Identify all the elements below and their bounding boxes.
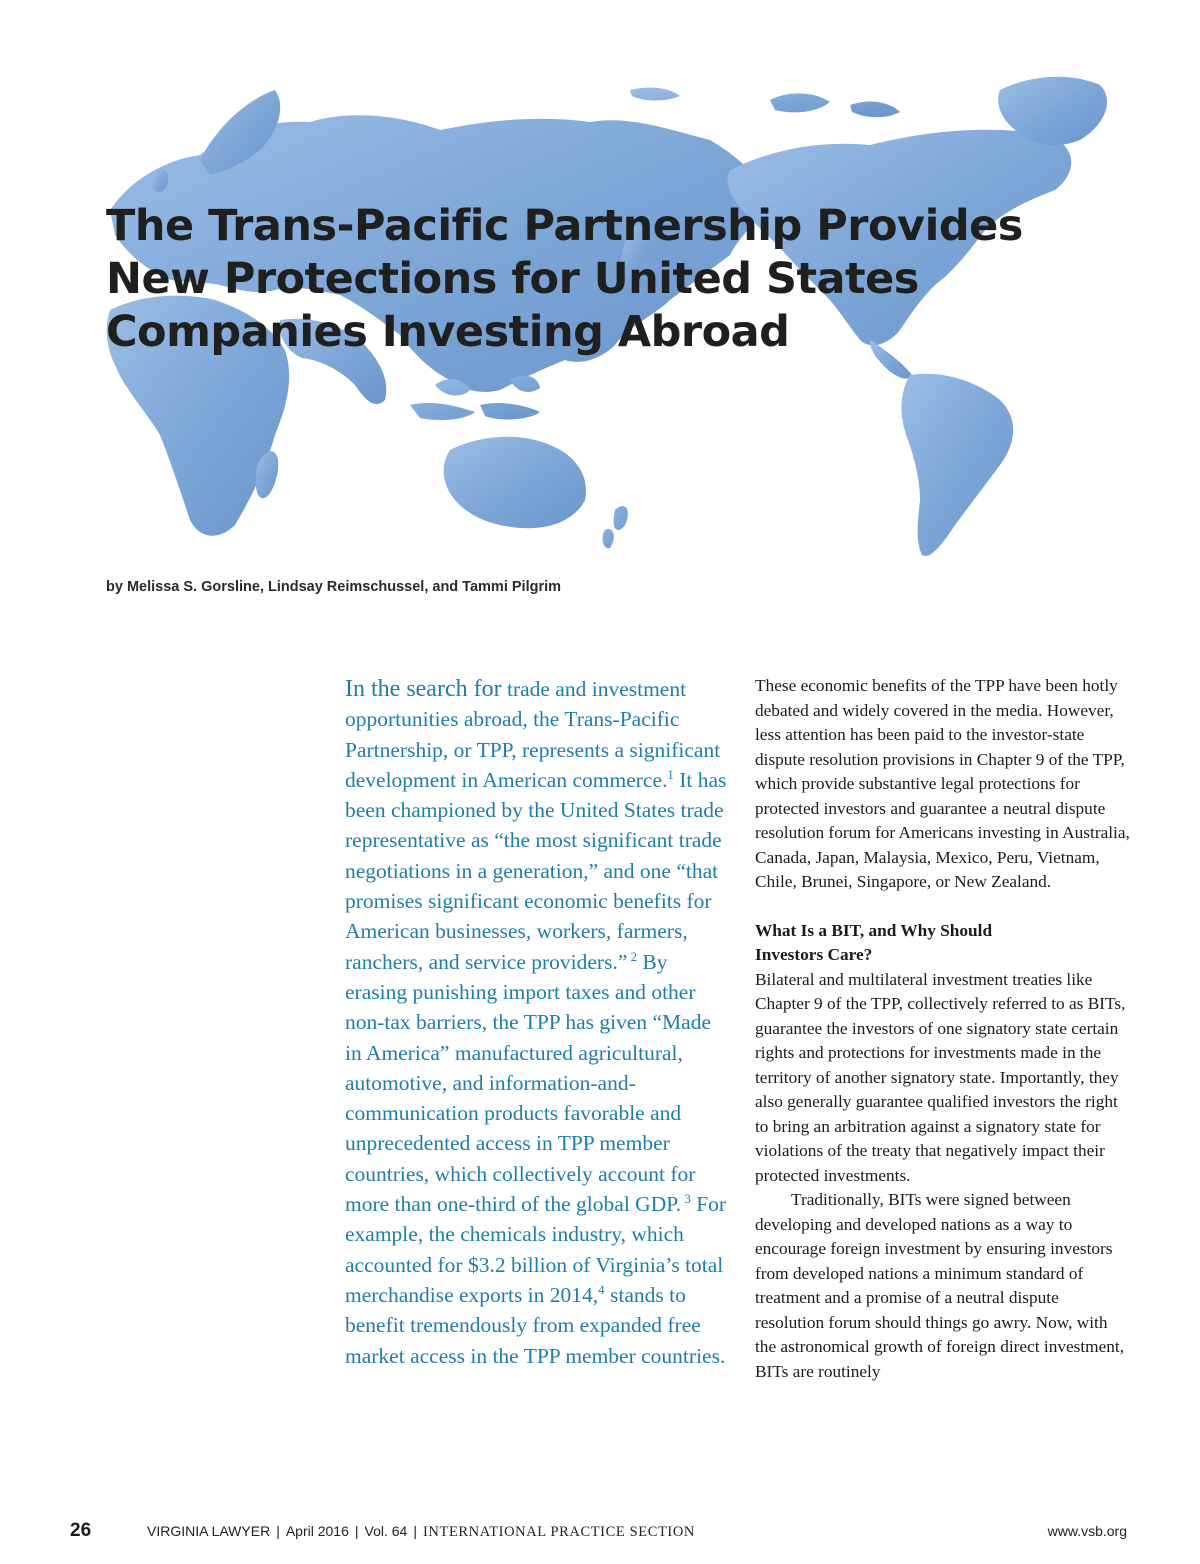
magazine-name: VIRGINIA LAWYER [147, 1523, 271, 1539]
body-paragraph-1: These economic benefits of the TPP have been hotly debated and widely covered in the media. However, less attention has been paid to the investor-state dispute resolution provisions in Chapter 9 of the TPP, which provide substantive legal protections for protected investors and guarantee a neutral dispute resolution forum for Americans investing in Australia, Canada, Japan, Malaysia, Mexico, Peru, Vietnam, Chile, Brunei, Singapore, or New Zealand. [755, 676, 1130, 891]
lead-text-2: It has been championed by the United States trade representative as “the most significant trade negotiations in a generation,” and one “that promises significant economic benefits for American businesses, workers, farmers, ranchers, and service providers.” [345, 767, 727, 974]
website-link[interactable]: www.vsb.org [1047, 1523, 1127, 1539]
section-name: INTERNATIONAL PRACTICE SECTION [422, 1524, 695, 1540]
arctic-islands [630, 88, 900, 118]
lead-in-text: In the search for [345, 676, 502, 702]
volume-number: Vol. 64 [364, 1523, 408, 1539]
new-zealand-islands [603, 506, 628, 548]
section-heading: What Is a BIT, and Why Should Investors Care? [755, 920, 993, 964]
lead-paragraph [345, 674, 730, 1371]
lead-text-3: By erasing punishing import taxes and other non-tax barriers, the TPP has given “Made in America” manufactured agricultural, automotive, and information-and-communication products favorable and unprecedented access in TPP member countries, which collectively account for more than one-third of the global GDP. [345, 949, 712, 1217]
australia-landmass [444, 437, 586, 528]
footnote-ref-4: 4 [598, 1282, 605, 1297]
footer-separator: | [276, 1523, 280, 1539]
south-america-landmass [902, 374, 1014, 556]
byline: by Melissa S. Gorsline, Lindsay Reimschussel, and Tammi Pilgrim [106, 579, 562, 595]
footnote-ref-1: 1 [667, 767, 674, 782]
footnote-ref-2: 2 [627, 949, 638, 964]
lead-text-1: trade and investment opportunities abroad, the Trans-Pacific Partnership, or TPP, represents a significant development in American commerce. [345, 677, 721, 792]
page-number: 26 [70, 1520, 92, 1541]
lead-text-4: For example, the chemicals industry, which accounted for $3.2 billion of Virginia’s total merchandise exports in 2014, [345, 1192, 727, 1307]
footer-publication [147, 1523, 695, 1541]
body-paragraph-2: Bilateral and multilateral investment treaties like Chapter 9 of the TPP, collectively referred to as BITs, guarantee the investors of one signatory state certain rights and protections for investments made in the territory of another signatory state. Importantly, they also generally guarantee qualified investors the right to bring an arbitration against a signatory state for violations of the treaty that negatively impact their protected investments. [755, 969, 1126, 1185]
right-column [755, 674, 1130, 1384]
issue-date: April 2016 [285, 1523, 349, 1539]
footnote-ref-3: 3 [681, 1191, 691, 1206]
footer-separator: | [354, 1523, 359, 1539]
footer-separator: | [413, 1523, 417, 1539]
lead-text-5: stands to benefit tremendously from expanded free market access in the TPP member countries. [345, 1282, 726, 1368]
page-footer [0, 1520, 1200, 1544]
body-paragraph-3: Traditionally, BITs were signed between developing and developed nations as a way to encourage foreign investment by ensuring investors from developed nations a minimum standard of treatment and a promise of a neutral dispute resolution forum should things go awry. Now, with the astronomical growth of foreign direct investment, BITs are routinely [755, 1190, 1125, 1381]
article-title: The Trans-Pacific Partnership Provides New Protections for United States Companies Investing Abroad [106, 201, 1023, 357]
